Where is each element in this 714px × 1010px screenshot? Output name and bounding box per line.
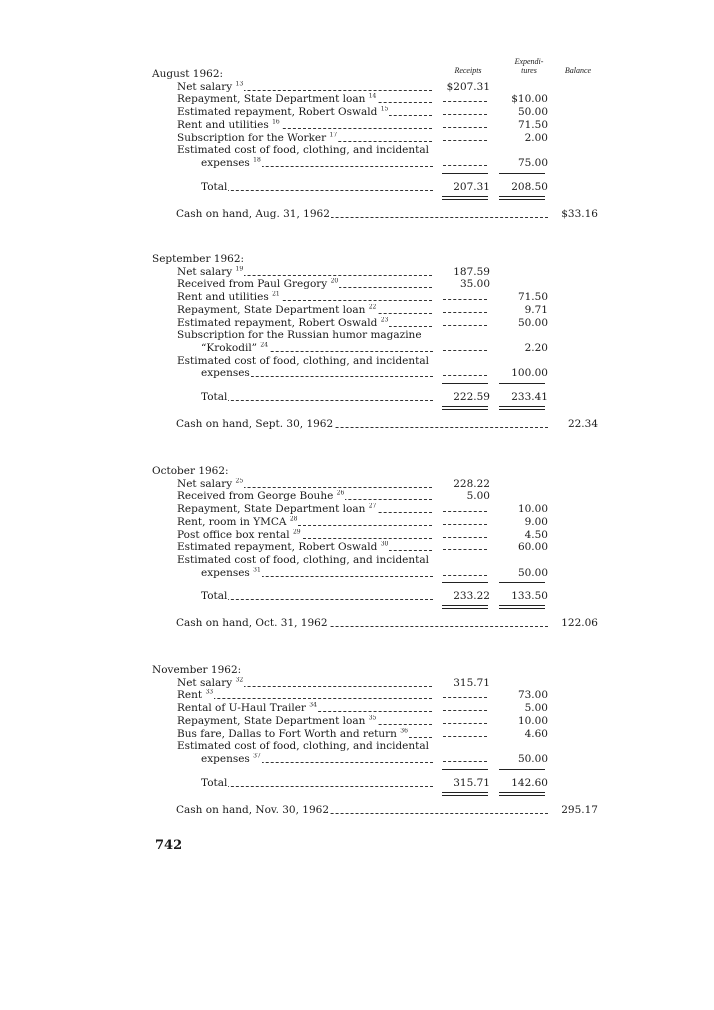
- total-label: [201, 777, 433, 790]
- row-label: [177, 106, 432, 119]
- total-expenditures: 133.50: [511, 590, 548, 603]
- ledger-row: [0, 503, 714, 516]
- cash-on-hand-label: [176, 617, 548, 630]
- receipt-amount: 315.71: [453, 676, 490, 689]
- ledger-row: [0, 677, 714, 690]
- ledger-row: [0, 304, 714, 317]
- expenditure-amount: 60.00: [517, 541, 548, 554]
- ledger-row: [0, 317, 714, 330]
- total-double-rule: [442, 792, 488, 796]
- expenditure-amount: 4.60: [524, 727, 548, 740]
- footnote-marker: 28: [289, 515, 298, 523]
- total-label-text: Total: [201, 590, 228, 603]
- cash-on-hand-text: Cash on hand, Oct. 31, 1962: [176, 617, 328, 630]
- receipt-blank-dash: [443, 325, 487, 326]
- row-label: [177, 278, 432, 291]
- row-label: [177, 516, 432, 529]
- dot-leader: [201, 786, 433, 787]
- expenditure-amount: 10.00: [517, 503, 548, 516]
- total-expenditures: 208.50: [511, 180, 548, 193]
- receipt-blank-dash: [443, 127, 487, 128]
- receipt-amount: 35.00: [459, 278, 490, 291]
- row-label-text: Estimated cost of food, clothing, and incidental: [177, 354, 429, 367]
- ledger-row: [0, 728, 714, 741]
- ledger-row: [0, 740, 714, 753]
- total-double-rule: [442, 605, 488, 609]
- row-label-text: Repayment, State Department loan: [177, 93, 366, 106]
- receipt-blank-dash: [443, 312, 487, 313]
- subtotal-rule: [442, 173, 488, 174]
- row-label: [177, 740, 432, 753]
- row-label: [201, 367, 433, 380]
- footnote-marker: 27: [368, 503, 377, 510]
- ledger-row: [0, 715, 714, 728]
- total-receipts: 233.22: [453, 590, 490, 603]
- total-expenditures: 233.41: [511, 391, 548, 403]
- row-label-text: Net salary: [177, 80, 233, 93]
- total-row: [0, 777, 714, 790]
- total-label-text: Total: [201, 776, 228, 789]
- row-label-text: Rental of U-Haul Trailer: [177, 702, 306, 715]
- footnote-marker: 35: [368, 714, 377, 722]
- subtotal-rule: [442, 383, 488, 384]
- row-label: [177, 554, 432, 567]
- ledger-row: [0, 541, 714, 554]
- row-label: [177, 541, 432, 554]
- total-row: [0, 181, 714, 194]
- cash-balance: $33.16: [561, 207, 598, 220]
- cash-on-hand-row: [0, 418, 714, 431]
- ledger-row: [0, 490, 714, 503]
- ledger-row: [0, 278, 714, 291]
- page-number: 742: [155, 838, 183, 853]
- expenditures-header-line1: Expendi-: [514, 57, 544, 66]
- footnote-marker: 13: [235, 80, 244, 88]
- row-label: [177, 304, 432, 317]
- total-double-rule: [442, 406, 488, 410]
- row-label-text: “Krokodil”: [201, 341, 258, 354]
- row-label-text: Estimated cost of food, clothing, and incidental: [177, 553, 429, 566]
- cash-on-hand-label: [176, 418, 548, 431]
- balance-column-header: Balance: [564, 66, 592, 75]
- receipt-blank-dash: [443, 549, 487, 550]
- cash-balance: 22.34: [567, 418, 598, 430]
- receipt-blank-dash: [443, 375, 487, 376]
- receipt-blank-dash: [443, 511, 487, 512]
- footnote-marker: 29: [292, 528, 301, 535]
- expenditure-amount: 75.00: [517, 156, 548, 169]
- row-label: [201, 157, 433, 170]
- receipt-amount: $207.31: [446, 80, 490, 93]
- month-title: September 1962:: [152, 253, 245, 265]
- row-label: [177, 266, 432, 279]
- row-label: [201, 567, 433, 580]
- row-label-text: Estimated repayment, Robert Oswald: [177, 316, 378, 329]
- footnote-marker: 24: [260, 341, 269, 349]
- expenditure-amount: 71.50: [517, 291, 548, 304]
- ledger-row: [0, 342, 714, 355]
- total-expenditures: 142.60: [511, 776, 548, 789]
- footnote-marker: 18: [253, 156, 261, 164]
- ledger-row: [0, 291, 714, 304]
- receipt-blank-dash: [443, 101, 487, 102]
- ledger-row: [0, 753, 714, 766]
- ledger-row: [0, 132, 714, 145]
- cash-balance: 122.06: [561, 617, 598, 630]
- expenditure-amount: 10.00: [517, 714, 548, 727]
- ledger-row: [0, 529, 714, 542]
- expenditure-amount: 2.00: [524, 131, 548, 144]
- dot-leader: [201, 599, 433, 600]
- total-row: [0, 391, 714, 404]
- receipt-blank-dash: [443, 299, 487, 300]
- footnote-marker: 37: [253, 752, 261, 760]
- row-label-text: Bus fare, Dallas to Fort Worth and return: [177, 727, 397, 740]
- row-label-text: Estimated cost of food, clothing, and incidental: [177, 144, 429, 157]
- receipt-amount: 187.59: [453, 265, 490, 278]
- subtotal-rule: [499, 173, 545, 174]
- receipt-blank-dash: [443, 350, 487, 351]
- total-double-rule: [499, 196, 545, 200]
- expenditure-amount: 9.00: [524, 515, 548, 528]
- expenditure-amount: 50.00: [517, 566, 548, 579]
- ledger-row: [0, 329, 714, 342]
- row-label-text: Subscription for the Russian humor magazine: [177, 329, 422, 342]
- ledger-row: [0, 554, 714, 567]
- subtotal-rule: [499, 383, 545, 384]
- row-label: [177, 329, 432, 342]
- row-label: [177, 715, 432, 728]
- cash-on-hand-text: Cash on hand, Aug. 31, 1962: [176, 207, 330, 220]
- ledger-row: [0, 81, 714, 94]
- subtotal-rule: [499, 582, 545, 583]
- row-label: [201, 342, 433, 355]
- expenditure-amount: 50.00: [517, 752, 548, 765]
- ledger-row: [0, 106, 714, 119]
- total-label-text: Total: [201, 180, 228, 193]
- expenditure-amount: 9.71: [524, 303, 548, 316]
- footnote-marker: 22: [368, 303, 377, 311]
- footnote-marker: 20: [330, 278, 339, 285]
- subtotal-rule: [499, 769, 545, 770]
- ledger-row: [0, 144, 714, 157]
- total-row: [0, 590, 714, 603]
- expenditure-amount: 50.00: [517, 316, 548, 329]
- row-label-text: Net salary: [177, 676, 233, 689]
- row-label-text: Estimated cost of food, clothing, and incidental: [177, 740, 429, 753]
- ledger-row: [0, 516, 714, 529]
- row-label: [177, 689, 432, 702]
- month-title: August 1962:: [152, 68, 224, 80]
- receipt-blank-dash: [443, 524, 487, 525]
- row-label: [177, 119, 432, 132]
- total-double-rule: [499, 605, 545, 609]
- total-label: [201, 181, 433, 194]
- receipt-blank-dash: [443, 723, 487, 724]
- ledger-row: [0, 567, 714, 580]
- footnote-marker: 14: [368, 93, 377, 100]
- row-label-text: expenses: [201, 367, 250, 380]
- footnote-marker: 36: [400, 727, 408, 734]
- row-label-text: expenses: [201, 156, 250, 169]
- total-double-rule: [499, 792, 545, 796]
- row-label: [177, 355, 432, 368]
- row-label: [177, 291, 432, 304]
- dot-leader: [177, 698, 432, 699]
- receipt-blank-dash: [443, 575, 487, 576]
- total-receipts: 315.71: [453, 776, 490, 789]
- footnote-marker: 34: [309, 702, 317, 709]
- row-label-text: expenses: [201, 752, 250, 765]
- row-label: [201, 753, 433, 766]
- cash-on-hand-row: [0, 804, 714, 817]
- cash-on-hand-row: [0, 208, 714, 221]
- footnote-marker: 23: [380, 316, 389, 323]
- receipt-amount: 228.22: [453, 477, 490, 490]
- expenditure-amount: 100.00: [511, 367, 548, 380]
- row-label-text: Estimated repayment, Robert Oswald: [177, 541, 378, 554]
- row-label-text: Received from Paul Gregory: [177, 278, 328, 291]
- ledger-row: [0, 157, 714, 170]
- row-label: [177, 93, 432, 106]
- total-double-rule: [499, 406, 545, 410]
- row-label-text: Rent, room in YMCA: [177, 515, 287, 528]
- total-receipts: 222.59: [453, 391, 490, 403]
- expenditure-amount: 4.50: [524, 528, 548, 541]
- cash-balance: 295.17: [561, 803, 598, 816]
- row-label-text: Rent and utilities: [177, 118, 269, 131]
- total-label-text: Total: [201, 391, 228, 403]
- footnote-marker: 25: [235, 477, 244, 485]
- month-title: November 1962:: [152, 664, 242, 676]
- subtotal-rule: [442, 769, 488, 770]
- footnote-marker: 17: [329, 131, 338, 138]
- row-label-text: Received from George Bouhe: [177, 490, 334, 503]
- ledger-row: [0, 355, 714, 368]
- row-label: [177, 317, 432, 330]
- receipt-blank-dash: [443, 736, 487, 737]
- receipt-blank-dash: [443, 697, 487, 698]
- total-receipts: 207.31: [453, 180, 490, 193]
- row-label: [177, 702, 432, 715]
- row-label-text: Rent: [177, 689, 203, 702]
- cash-on-hand-label: [176, 208, 548, 221]
- row-label-text: Subscription for the Worker: [177, 131, 327, 144]
- receipt-amount: 5.00: [466, 490, 490, 503]
- footnote-marker: 30: [380, 541, 389, 548]
- row-label-text: Estimated repayment, Robert Oswald: [177, 106, 378, 119]
- row-label-text: Repayment, State Department loan: [177, 503, 366, 516]
- footnote-marker: 31: [253, 566, 261, 574]
- row-label-text: Net salary: [177, 265, 233, 278]
- row-label: [177, 728, 432, 741]
- footnote-marker: 16: [272, 118, 280, 126]
- expenditures-column-header: [500, 57, 558, 75]
- row-label: [177, 529, 432, 542]
- footnote-marker: 32: [235, 676, 244, 684]
- subtotal-rule: [442, 582, 488, 583]
- dot-leader: [201, 400, 433, 401]
- ledger-row: [0, 689, 714, 702]
- receipt-blank-dash: [443, 761, 487, 762]
- expenditure-amount: 2.20: [524, 341, 548, 354]
- row-label-text: Rent and utilities: [177, 291, 269, 304]
- expenditure-amount: 50.00: [517, 106, 548, 119]
- dot-leader: [201, 190, 433, 191]
- row-label: [177, 490, 432, 503]
- footnote-marker: 33: [205, 689, 214, 696]
- ledger-row: [0, 367, 714, 380]
- footnote-marker: 19: [235, 265, 244, 273]
- expenditure-amount: 73.00: [517, 689, 548, 702]
- footnote-marker: 26: [336, 490, 345, 497]
- row-label-text: expenses: [201, 566, 250, 579]
- receipt-blank-dash: [443, 114, 487, 115]
- expenditure-amount: 71.50: [517, 118, 548, 131]
- expenditure-amount: 5.00: [524, 702, 548, 715]
- row-label: [177, 503, 432, 516]
- month-title: October 1962:: [152, 465, 229, 477]
- cash-on-hand-label: [176, 804, 548, 817]
- row-label: [177, 144, 432, 157]
- receipt-blank-dash: [443, 140, 487, 141]
- receipt-blank-dash: [443, 165, 487, 166]
- row-label-text: Repayment, State Department loan: [177, 303, 366, 316]
- total-double-rule: [442, 196, 488, 200]
- footnote-marker: 21: [272, 291, 280, 298]
- expenditures-header-line2: tures: [521, 66, 537, 75]
- ledger-row: [0, 119, 714, 132]
- row-label: [177, 132, 432, 145]
- receipts-column-header: Receipts: [454, 66, 482, 75]
- row-label: [177, 478, 432, 491]
- cash-on-hand-text: Cash on hand, Nov. 30, 1962: [176, 803, 330, 816]
- total-label: [201, 391, 433, 404]
- row-label-text: Post office box rental: [177, 528, 290, 541]
- ledger-row: [0, 702, 714, 715]
- cash-on-hand-row: [0, 617, 714, 630]
- receipt-blank-dash: [443, 537, 487, 538]
- footnote-marker: 15: [380, 106, 389, 113]
- row-label: [177, 677, 432, 690]
- expenditure-amount: $10.00: [511, 93, 548, 106]
- ledger-row: [0, 266, 714, 279]
- row-label-text: Net salary: [177, 477, 233, 490]
- cash-on-hand-text: Cash on hand, Sept. 30, 1962: [176, 418, 334, 430]
- row-label: [177, 81, 432, 94]
- ledger-row: [0, 478, 714, 491]
- receipt-blank-dash: [443, 710, 487, 711]
- ledger-row: [0, 93, 714, 106]
- row-label-text: Repayment, State Department loan: [177, 714, 366, 727]
- total-label: [201, 590, 433, 603]
